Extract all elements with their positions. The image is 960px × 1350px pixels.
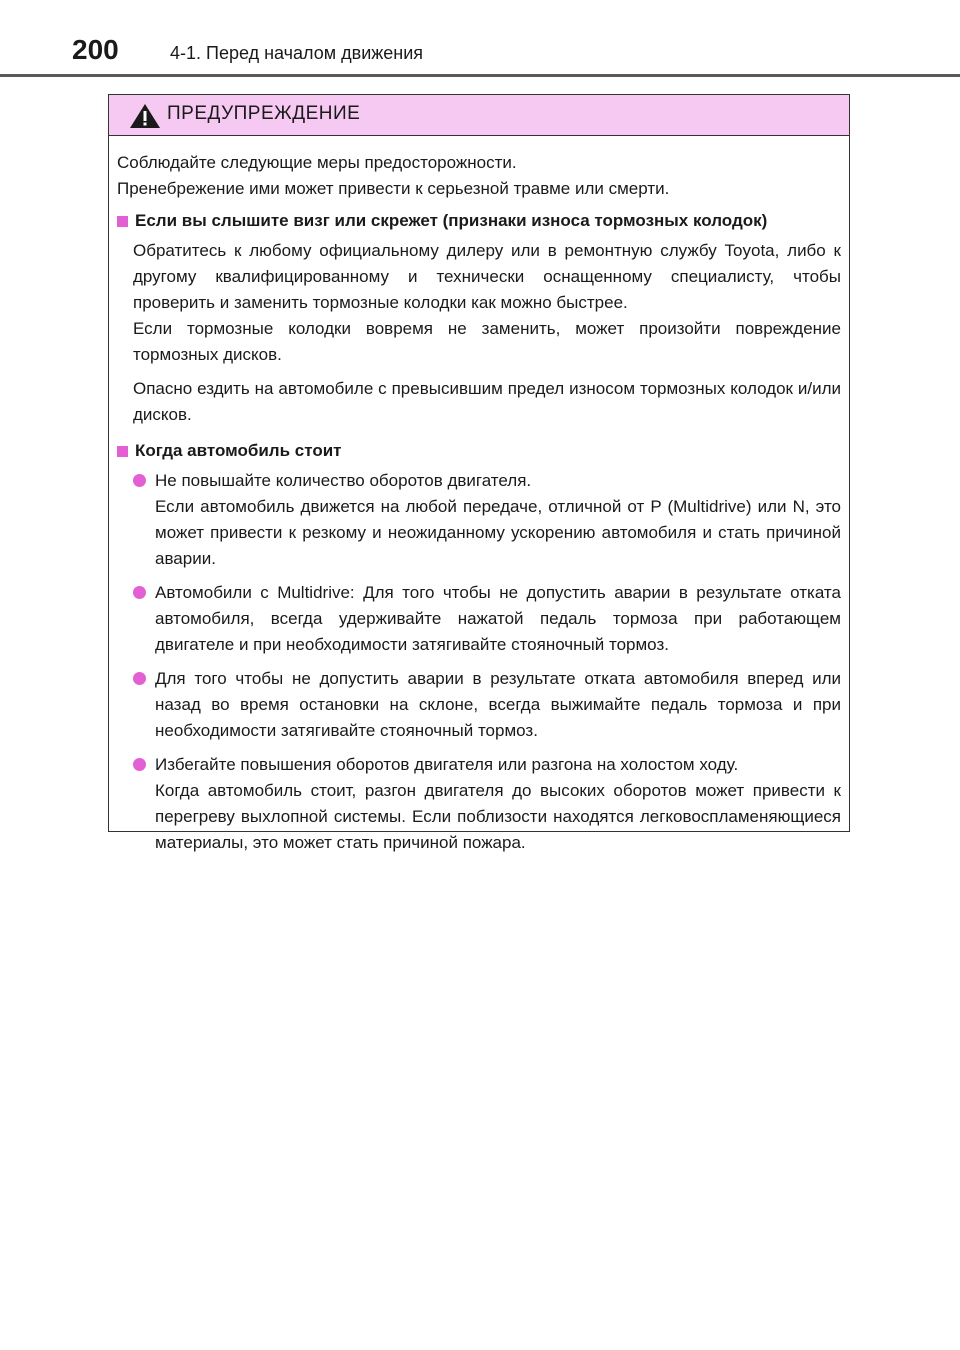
page-number: 200 bbox=[72, 34, 119, 65]
round-bullet-icon bbox=[133, 586, 146, 599]
header-divider bbox=[0, 74, 960, 77]
section-heading-text: Когда автомобиль стоит bbox=[135, 441, 342, 460]
list-item bbox=[155, 580, 841, 658]
list-item bbox=[155, 752, 841, 856]
section-vehicle-stopped bbox=[117, 438, 841, 856]
warning-title: ПРЕДУПРЕЖДЕНИЕ bbox=[167, 103, 361, 124]
section-heading bbox=[117, 438, 841, 464]
section-heading bbox=[117, 208, 841, 234]
intro-line: Соблюдайте следующие меры предосторожности. bbox=[117, 153, 517, 172]
warning-box bbox=[108, 94, 850, 852]
list-item bbox=[155, 468, 841, 572]
square-bullet-icon bbox=[117, 446, 128, 457]
bullet-text: Автомобили с Multidrive: Для того чтобы не допустить аварии в результате отката автомобиля, всегда удерживайте нажатой педаль тормоза при работающем двигателе и при необходимости затягивайте стояночный тормоз. bbox=[155, 583, 841, 654]
paragraph: Если тормозные колодки вовремя не заменить, может произойти повреждение тормозных дисков. bbox=[133, 319, 841, 364]
square-bullet-icon bbox=[117, 216, 128, 227]
warning-body bbox=[109, 136, 849, 856]
bullet-text-continued: Если автомобиль движется на любой передаче, отличной от P (Multidrive) или N, это может привести к резкому и неожиданному ускорению автомобиля и стать причиной аварии. bbox=[155, 497, 841, 568]
paragraph: Обратитесь к любому официальному дилеру или в ремонтную службу Toyota, либо к другому квалифицированному и технически оснащенному специалисту, чтобы проверить и заменить тормозные колодки как можно быстрее. bbox=[133, 241, 841, 312]
intro-line: Пренебрежение ими может привести к серьезной травме или смерти. bbox=[117, 179, 670, 198]
page-header bbox=[0, 0, 960, 80]
list-item bbox=[155, 666, 841, 744]
warning-triangle-icon bbox=[129, 103, 161, 129]
bullet-text: Для того чтобы не допустить аварии в результате отката автомобиля вперед или назад во время остановки на склоне, всегда выжимайте педаль тормоза и при необходимости затягивайте стояночный тормоз. bbox=[155, 669, 841, 740]
warning-intro bbox=[117, 150, 841, 202]
round-bullet-icon bbox=[133, 758, 146, 771]
bullet-text: Не повышайте количество оборотов двигателя. bbox=[155, 471, 532, 490]
warning-header bbox=[109, 95, 849, 136]
round-bullet-icon bbox=[133, 672, 146, 685]
section-title: 4-1. Перед началом движения bbox=[170, 43, 424, 63]
paragraph: Опасно ездить на автомобиле с превысившим предел износом тормозных колодок и/или дисков. bbox=[133, 379, 841, 424]
section-heading-text: Если вы слышите визг или скрежет (признаки износа тормозных колодок) bbox=[135, 211, 768, 230]
section-brake-pads bbox=[117, 208, 841, 428]
bullet-text: Избегайте повышения оборотов двигателя или разгона на холостом ходу. bbox=[155, 755, 739, 774]
round-bullet-icon bbox=[133, 474, 146, 487]
bullet-text-continued: Когда автомобиль стоит, разгон двигателя до высоких оборотов может привести к перегреву выхлопной системы. Если поблизости находятся легковоспламеняющиеся материалы, это может стать причиной пожара. bbox=[155, 781, 841, 852]
